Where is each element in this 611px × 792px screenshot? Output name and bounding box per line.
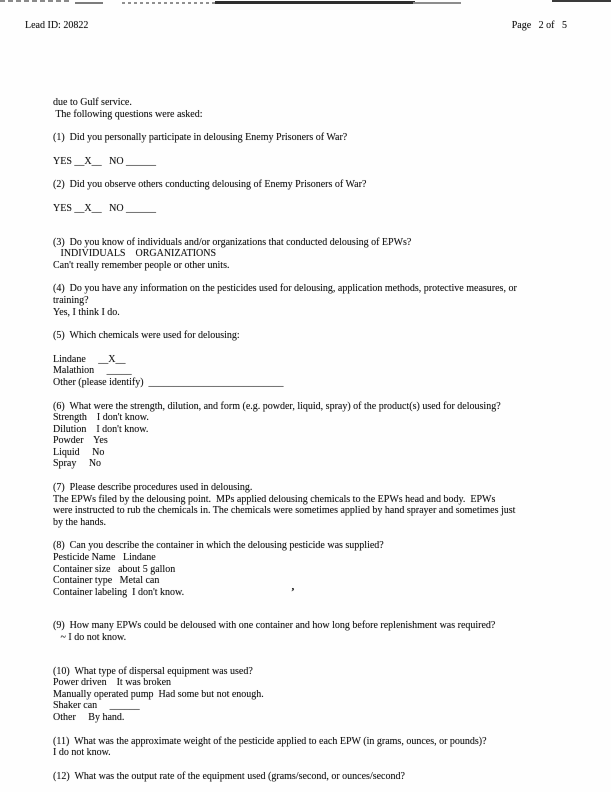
question-block (53, 620, 591, 643)
page-header (25, 20, 567, 32)
question-block (53, 237, 591, 272)
text-line: Manually operated pump Had some but not enough. (53, 688, 264, 700)
text-line: Pesticide Name Lindane (53, 552, 156, 564)
text-line: Other (please identify) ___________________________ (53, 376, 284, 388)
text-line: Lindane __X__ (53, 353, 126, 365)
scan-artifact-line (0, 0, 70, 2)
text-line: Power driven It was broken (53, 677, 172, 689)
question-block (53, 354, 591, 389)
text-line: I do not know. (53, 747, 111, 759)
stray-ink-mark: ’ (291, 586, 295, 598)
question-block (53, 97, 591, 120)
text-line: Strength I don't know. (53, 412, 149, 424)
text-line: training? (53, 294, 89, 306)
text-line: Other By hand. (53, 711, 125, 723)
text-line: YES __X__ NO ______ (53, 202, 157, 214)
page-number-label: Page 2 of 5 (511, 20, 567, 31)
text-line: The following questions were asked: (53, 108, 203, 120)
text-line: (7) Please describe procedures used in delousing. (53, 482, 253, 494)
text-line: ~ I do not know. (53, 632, 127, 643)
text-line: Container type Metal can (53, 575, 160, 587)
text-line: Container labeling I don't know. (53, 586, 185, 598)
text-line: (4) Do you have any information on the pesticides used for delousing, application methods, protective measures, or (53, 283, 517, 295)
question-block (53, 666, 591, 724)
text-line: Liquid No (53, 446, 105, 458)
question-block (53, 330, 591, 342)
document-body (53, 97, 591, 782)
scan-artifact-line (75, 2, 103, 4)
question-block (53, 401, 591, 471)
text-line: (1) Did you personally participate in delousing Enemy Prisoners of War? (53, 132, 348, 144)
text-line: Yes, I think I do. (53, 306, 120, 318)
text-line: Malathion _____ (53, 365, 132, 377)
scan-artifact-line (215, 1, 415, 4)
text-line: Spray No (53, 458, 102, 470)
text-line: due to Gulf service. (53, 97, 132, 108)
text-line: Container size about 5 gallon (53, 563, 176, 575)
text-line: (11) What was the approximate weight of the pesticide applied to each EPW (in grams, ounces, or pounds)? (53, 735, 487, 747)
question-block (53, 203, 591, 215)
lead-id-label: Lead ID: 20822 (25, 20, 89, 31)
question-block (53, 540, 591, 598)
question-block (53, 132, 591, 144)
text-line: were instructed to rub the chemicals in. The chemicals were sometimes applied by hand sprayer and sometimes just (53, 505, 516, 517)
text-line: Shaker can ______ (53, 700, 140, 712)
scan-artifact-line (413, 2, 461, 4)
question-block (53, 736, 591, 759)
text-line: (8) Can you describe the container in which the delousing pesticide was supplied? (53, 540, 384, 552)
question-block (53, 771, 591, 783)
text-line: (12) What was the output rate of the equipment used (grams/second, or ounces/second? (53, 770, 405, 782)
text-line: (5) Which chemicals were used for delousing: (53, 330, 240, 342)
text-line: Powder Yes (53, 435, 108, 447)
question-block (53, 156, 591, 168)
text-line: (9) How many EPWs could be deloused with one container and how long before replenishment was required? (53, 620, 496, 632)
text-line: (2) Did you observe others conducting delousing of Enemy Prisoners of War? (53, 179, 367, 191)
text-line: (10) What type of dispersal equipment was used? (53, 665, 253, 677)
text-line: The EPWs filed by the delousing point. MPs applied delousing chemicals to the EPWs head and body. EPWs (53, 493, 496, 505)
question-block (53, 179, 591, 191)
text-line: (6) What were the strength, dilution, and form (e.g. powder, liquid, spray) of the product(s) used for delousing? (53, 400, 501, 412)
text-line: YES __X__ NO ______ (53, 155, 157, 167)
scan-artifact-line (122, 2, 217, 4)
question-block (53, 283, 591, 318)
scan-artifact-line (552, 0, 611, 2)
text-line: INDIVIDUALS ORGANIZATIONS (53, 248, 217, 260)
text-line: Dilution I don't know. (53, 423, 149, 435)
question-block (53, 482, 591, 528)
text-line: (3) Do you know of individuals and/or organizations that conducted delousing of EPWs? (53, 236, 412, 248)
text-line: by the hands. (53, 516, 107, 528)
text-line: Can't really remember people or other units. (53, 259, 230, 271)
